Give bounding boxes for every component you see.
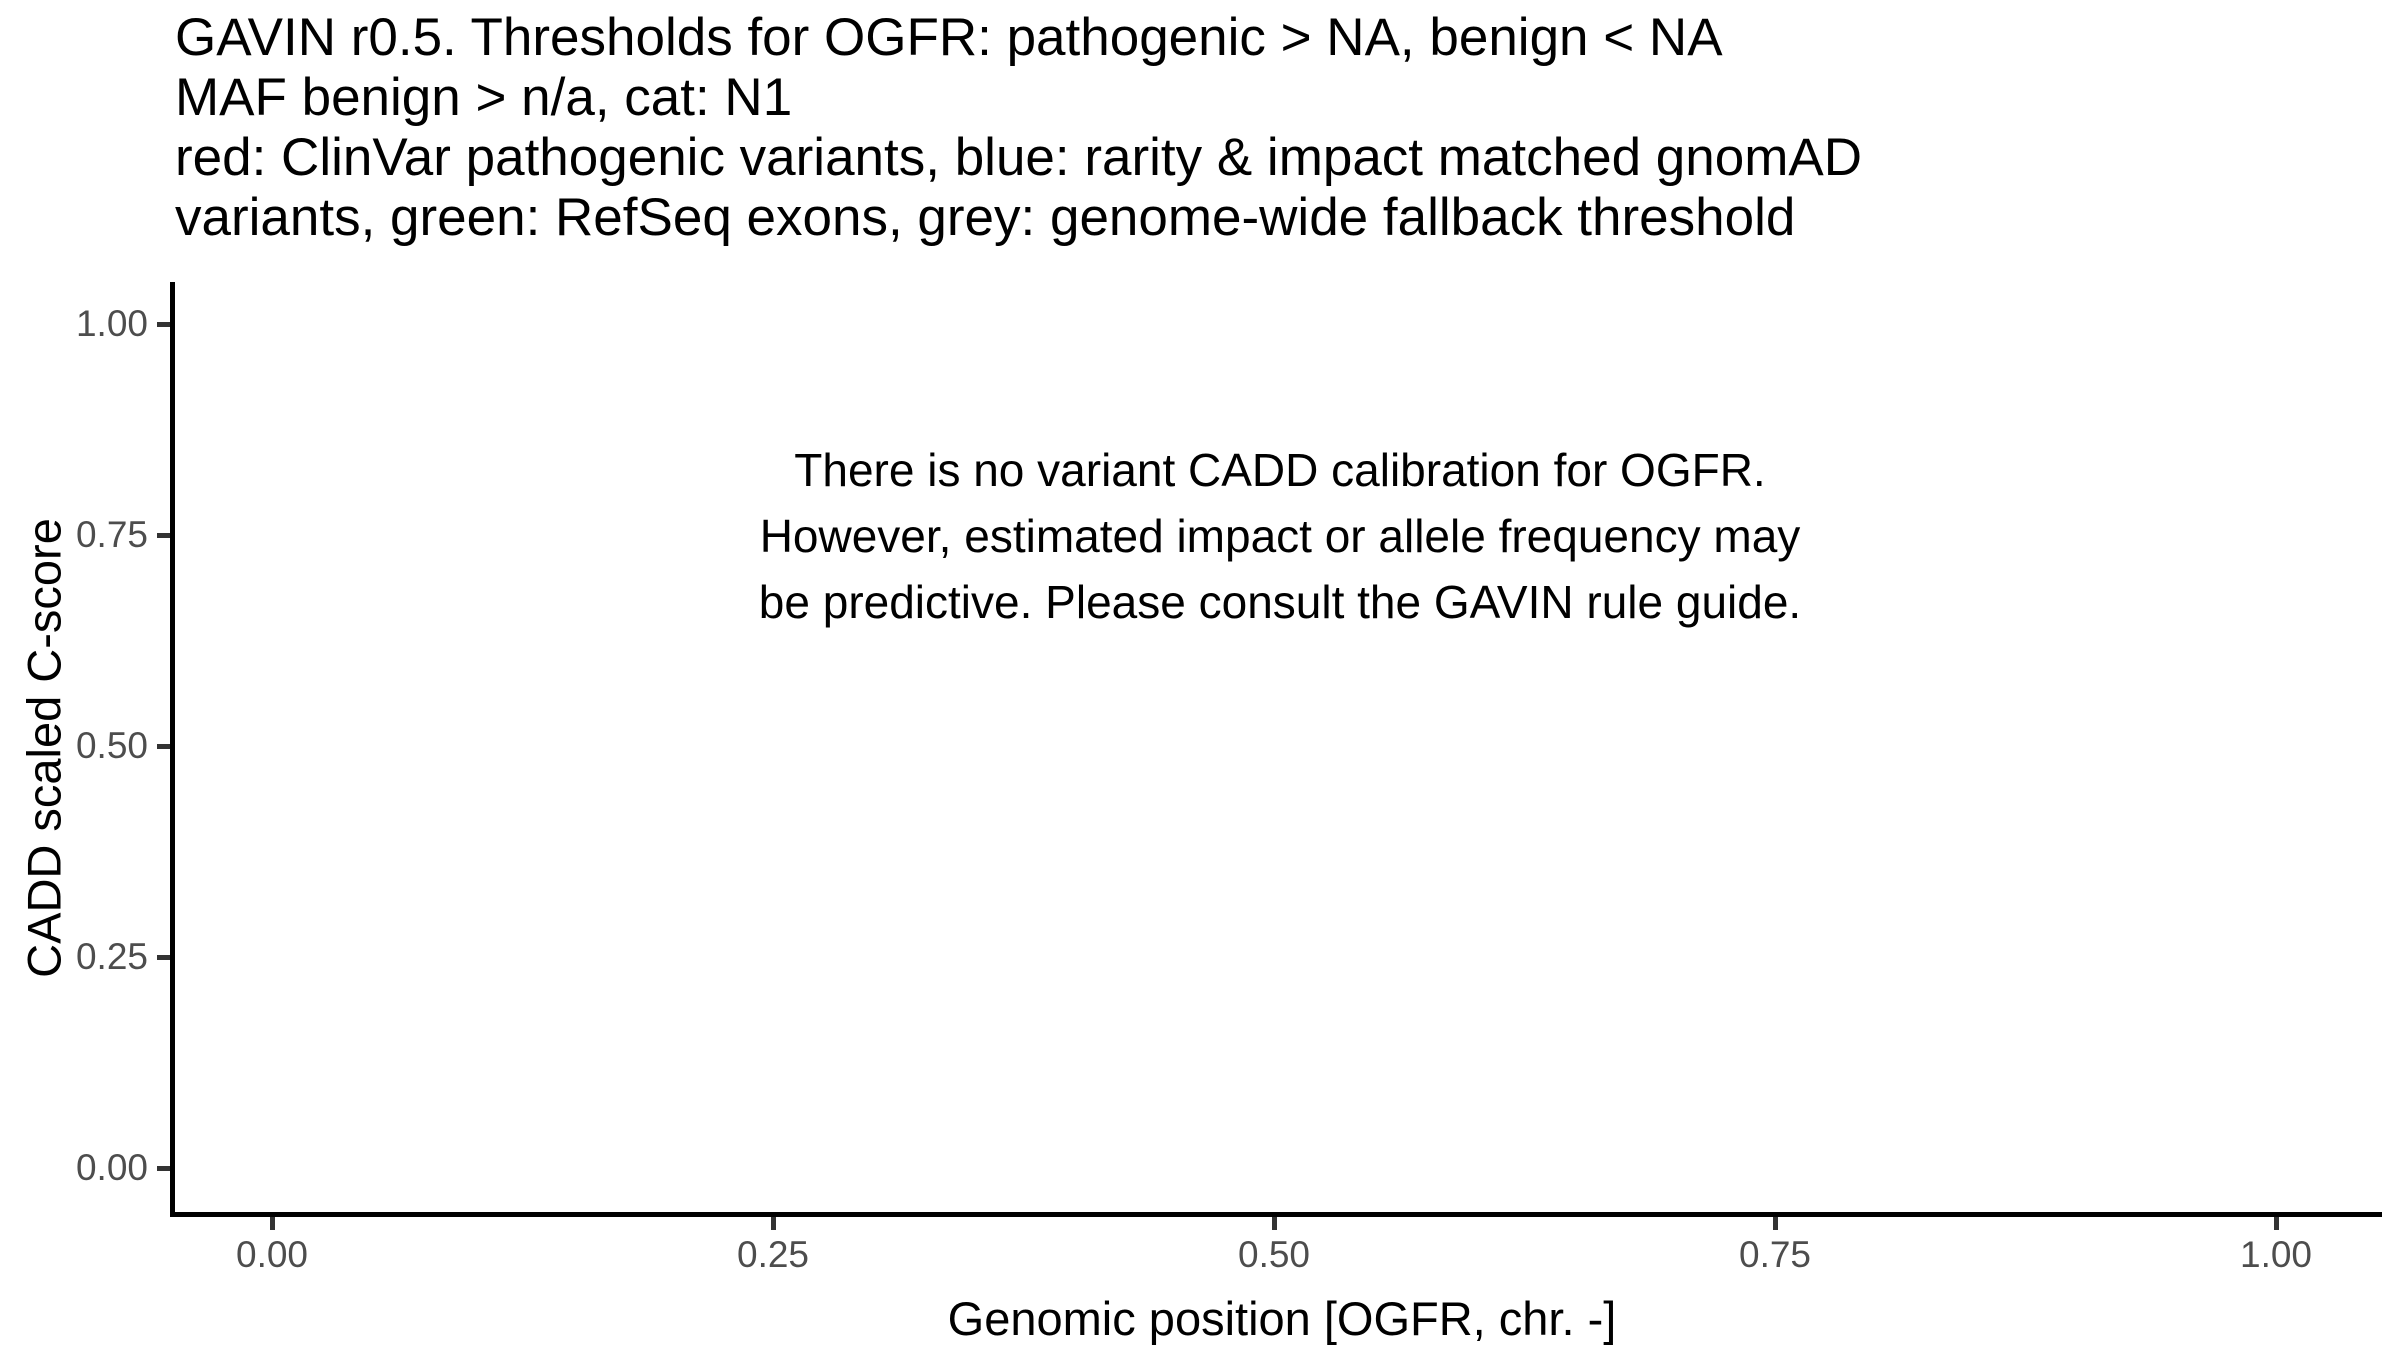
y-tick-mark — [157, 955, 170, 960]
plot-title-line-1: GAVIN r0.5. Thresholds for OGFR: pathogenic > NA, benign < NA — [175, 8, 1723, 67]
plot-panel — [170, 282, 2382, 1217]
annotation-line-3: be predictive. Please consult the GAVIN rule guide. — [758, 576, 1802, 628]
x-tick-mark — [771, 1217, 776, 1230]
x-tick-label: 0.50 — [1237, 1234, 1311, 1275]
y-tick-label: 0.00 — [75, 1147, 148, 1188]
y-tick-label: 1.00 — [75, 303, 148, 344]
x-tick-label: 0.25 — [736, 1234, 810, 1275]
y-tick-mark — [157, 1166, 170, 1171]
annotation-line-1: There is no variant CADD calibration for OGFR. — [794, 444, 1766, 496]
x-tick-mark — [270, 1217, 275, 1230]
y-tick-mark — [157, 533, 170, 538]
plot-title-line-3: red: ClinVar pathogenic variants, blue: rarity & impact matched gnomAD — [175, 128, 1862, 187]
x-tick-mark — [1272, 1217, 1277, 1230]
y-tick-label: 0.75 — [75, 514, 148, 555]
x-tick-mark — [2274, 1217, 2279, 1230]
y-tick-mark — [157, 744, 170, 749]
x-tick-mark — [1773, 1217, 1778, 1230]
annotation-text — [0, 437, 2400, 635]
plot-title-line-4: variants, green: RefSeq exons, grey: genome-wide fallback threshold — [175, 188, 1796, 247]
y-tick-label: 0.50 — [75, 725, 148, 766]
y-axis-title: CADD scaled C-score — [17, 518, 71, 978]
y-tick-label: 0.25 — [75, 936, 148, 977]
annotation-line-2: However, estimated impact or allele frequency may — [759, 510, 1801, 562]
plot-title — [175, 8, 1862, 248]
x-tick-label: 1.00 — [2239, 1234, 2313, 1275]
x-tick-label: 0.75 — [1738, 1234, 1812, 1275]
plot-title-line-2: MAF benign > n/a, cat: N1 — [175, 68, 793, 127]
x-tick-label: 0.00 — [235, 1234, 309, 1275]
x-axis-title: Genomic position [OGFR, chr. -] — [947, 1292, 1617, 1345]
y-tick-mark — [157, 322, 170, 327]
